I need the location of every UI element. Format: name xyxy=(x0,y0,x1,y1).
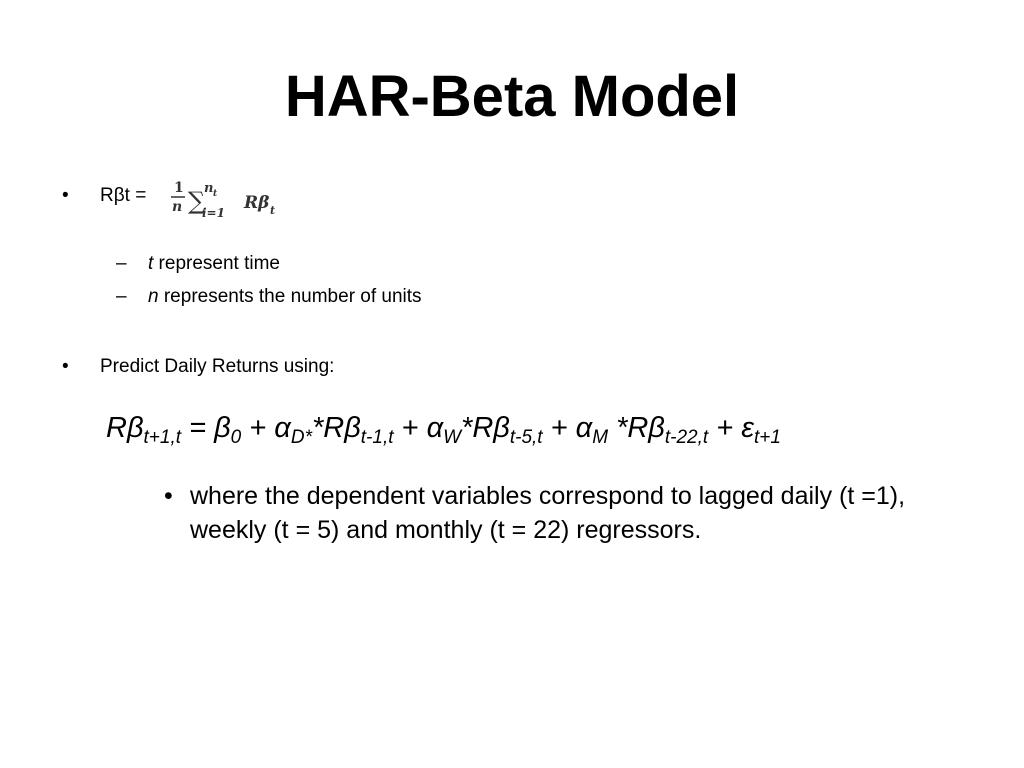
sum-upper-limit: n xyxy=(204,181,214,196)
variable-n: n xyxy=(148,286,159,307)
predict-text: Predict Daily Returns using: xyxy=(100,356,335,377)
eq-plus: + xyxy=(708,412,742,444)
sub-item-description: represent time xyxy=(153,253,281,274)
formula-denominator: n xyxy=(172,199,183,215)
eq-beta0: β xyxy=(214,412,231,444)
sum-term-sub: t xyxy=(270,204,276,217)
slide-title: HAR-Beta Model xyxy=(284,64,740,129)
har-beta-equation xyxy=(106,408,781,448)
sum-upper-limit-sub: t xyxy=(213,189,218,199)
note-bullet-marker: • xyxy=(164,482,173,510)
eq-epsilon-sub: t+1 xyxy=(754,427,781,448)
eq-term-w: *Rβ xyxy=(461,412,510,444)
variable-t: t xyxy=(148,253,154,274)
eq-term-d: *Rβ xyxy=(311,412,361,444)
eq-term-d-sub: t-1,t xyxy=(360,427,394,448)
eq-lhs: Rβ xyxy=(106,412,144,444)
bullet-marker: • xyxy=(62,356,69,377)
sub-item-text xyxy=(148,285,422,309)
sub-item-marker: – xyxy=(116,253,127,274)
rbeta-label: Rβt = xyxy=(100,185,147,206)
note-text: where the dependent variables correspond to lagged daily (t =1), weekly (t = 5) and monthly (t = 22) regressors. xyxy=(190,482,906,544)
eq-term-m: *Rβ xyxy=(608,412,665,444)
sum-lower-limit: i=1 xyxy=(202,206,225,220)
average-formula-image xyxy=(168,176,288,222)
eq-equals: = xyxy=(181,412,215,444)
formula-numerator: 1 xyxy=(174,180,184,196)
eq-plus: + xyxy=(241,412,275,444)
sub-item-description: represents the number of units xyxy=(158,286,422,307)
eq-alpha-d: α xyxy=(274,412,291,444)
eq-alpha-m-sub: M xyxy=(592,427,609,448)
eq-plus: + xyxy=(393,412,427,444)
eq-beta0-sub: 0 xyxy=(230,427,242,448)
bullet-marker: • xyxy=(62,185,69,206)
eq-plus: + xyxy=(542,412,576,444)
eq-alpha-w-sub: W xyxy=(443,427,462,448)
eq-alpha-d-sub: D* xyxy=(290,427,312,448)
sub-item-text xyxy=(148,252,280,276)
eq-lhs-sub: t+1,t xyxy=(143,427,182,448)
eq-alpha-m: α xyxy=(575,412,593,444)
eq-term-m-sub: t-22,t xyxy=(664,427,709,448)
sigma-symbol: ∑ xyxy=(188,187,206,215)
eq-alpha-w: α xyxy=(426,412,444,444)
eq-term-w-sub: t-5,t xyxy=(509,427,543,448)
sum-term: Rβ xyxy=(244,193,270,213)
sub-item-marker: – xyxy=(116,286,127,307)
eq-epsilon: ε xyxy=(741,412,754,444)
